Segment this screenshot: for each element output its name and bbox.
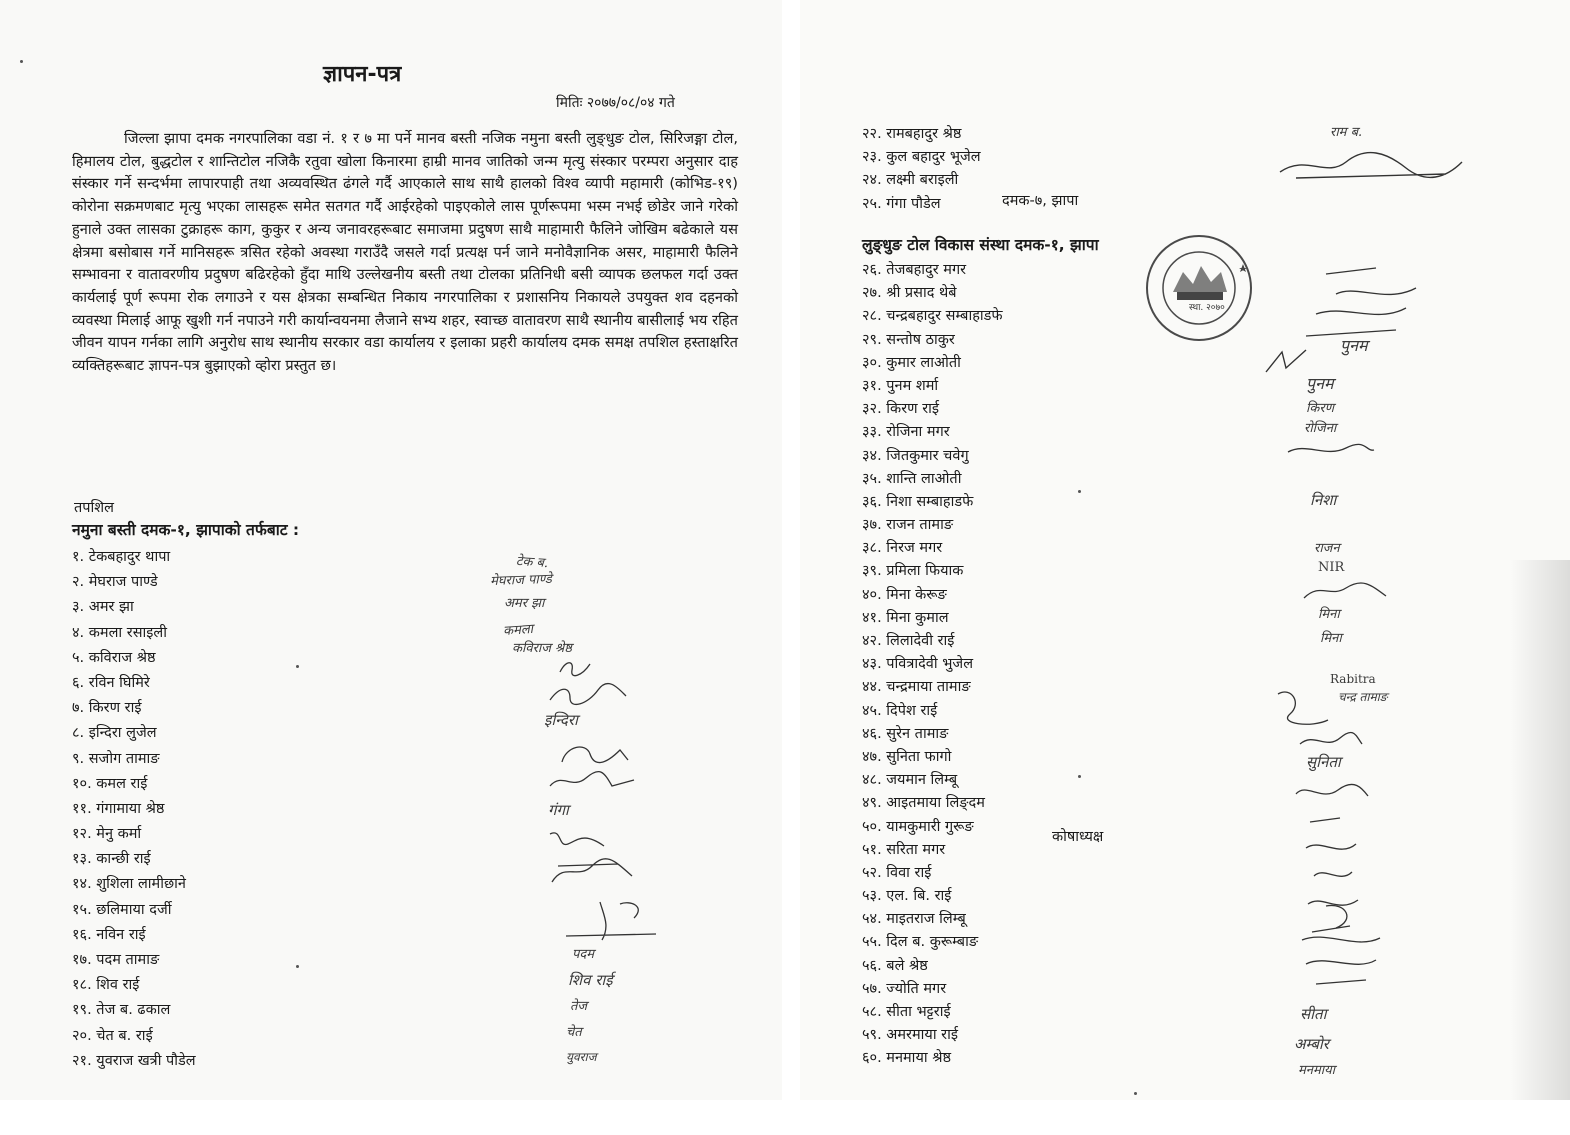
stamp-text: स्था. २०७०: [1189, 303, 1225, 313]
signature: [1272, 684, 1332, 734]
signature: पदम: [572, 947, 595, 962]
scan-speck: [296, 965, 299, 968]
signature: मनमाया: [1298, 1063, 1336, 1078]
list-item: २२. रामबहादुर श्रेष्ठ: [862, 126, 962, 142]
list-item: २. मेघराज पाण्डे: [72, 574, 158, 591]
signature: [1300, 578, 1390, 604]
signature: इन्दिरा: [544, 711, 578, 729]
list-item: ६०. मनमाया श्रेष्ठ: [862, 1050, 952, 1067]
list-item: ५४. माइतराज लिम्बू: [862, 911, 966, 928]
signature: [548, 768, 638, 796]
section-heading-lungdhung: लुङ्धुङ टोल विकास संस्था दमक-१, झापा: [862, 236, 1099, 254]
body-paragraph: जिल्ला झापा दमक नगरपालिका वडा नं. १ र ७ मा पर्ने मानव बस्ती नजिक नमुना बस्ती लुङ्धुङ टोल, सिरिजङ्गा टोल, हिमालय टोल, बुद्धटोल र शान्तिटोल नजिकै रतुवा खोला किनारमा हाम्री मानव जातिको जन्म मृत्यु संस्कार परम्परा अनुसार दाह संस्कार गर्ने सन्दर्भमा लापारपाही तथा अव्यवस्थित ढंगले गर्दै आएकाले साथ साथै हालको विश्व व्यापी महामारी (कोभिड-१९) कोरोना सक्रमणबाट मृत्यु भएका लासहरू समेत सतगत गर्दै आईरहेको पाइएकोले लास पूर्णरूपमा भस्म नभई छोडेर जाने गरेको हुनाले उक्त लासका टुक्राहरू काग, कुकुर र अन्य जनावरहरूबाट समाजमा प्रदुषण साथै माहामारी फैलिने जोखिम बढेकाले यस क्षेत्रमा बसोबास गर्ने मानिसहरू त्रसित रहेको अवस्था गराउँदै जसले गर्दा प्रत्यक्ष पर्न जाने मनोवैज्ञानिक असर, माहामारी फैलिने सम्भावना र वातावरणीय प्रदुषण बढिरहेको हुँदा माथि उल्लेखनीय बस्ती तथा टोलका प्रतिनिधी बसी व्यापक छलफल गर्दा उक्त कार्यलाई पूर्ण रूपमा रोक लगाउने र यस क्षेत्रका सम्बन्धित निकाय नगरपालिका र प्रशासनिय निकायले उपयुक्त शव दहनको व्यवस्था मिलाई आफू खुशी गर्न नपाउने गरी कार्यान्वयनमा लैजाने सभ्य शहर, स्वाच्छ वातावरण साथै स्थानीय बासीलाई भय रहित जीवन यापन गर्नका लागि अनुरोध साथ स्थानीय सरकार वडा कार्यालय र इलाका प्रहरी कार्यालय दमक समक्ष तपशिल हस्ताक्षरित व्यक्तिहरूबाट ज्ञापन-पत्र बुझाएको व्होरा प्रस्तुत छ।: [72, 130, 738, 375]
list-item: १५. छलिमाया दर्जी: [72, 901, 172, 918]
signature: किरण: [1306, 401, 1335, 416]
list-item: ४०. मिना केरूङ: [862, 586, 947, 603]
list-item: १७. पदम तामाङ: [72, 952, 160, 968]
list-item: ५३. एल. बि. राई: [862, 888, 952, 905]
signature: [1292, 778, 1372, 804]
list-item: ३६. निशा सम्बाहाडफे: [862, 493, 974, 510]
address-note: दमक-७, झापा: [1002, 193, 1079, 209]
list-item: ३०. कुमार लाओती: [862, 354, 961, 371]
list-item: ४४. चन्द्रमाया तामाङ: [862, 679, 971, 696]
list-item: ३७. राजन तामाङ: [862, 517, 954, 534]
page-gutter: [782, 0, 800, 1135]
signature: [1276, 148, 1466, 188]
signature: पुनम: [1340, 336, 1368, 355]
list-item: ५. कविराज श्रेष्ठ: [72, 649, 156, 666]
list-item: १३. कान्छी राई: [72, 851, 151, 868]
signature: [560, 740, 630, 768]
signer-list-right-top: [862, 123, 981, 216]
list-item: २९. सन्तोष ठाकुर: [862, 331, 955, 348]
list-item: ११. गंगामाया श्रेष्ठ: [72, 800, 165, 817]
document-title: ज्ञापन-पत्र: [323, 62, 402, 87]
scan-speck: [20, 60, 23, 63]
list-item: ३४. जितकुमार चवेगु: [862, 447, 969, 464]
signature: तेज: [570, 999, 588, 1014]
signature: [1296, 728, 1366, 754]
scan-speck: [1078, 775, 1081, 778]
list-item: ५९. अमरमाया राई: [862, 1027, 958, 1044]
section-heading-namuna-basti: नमुना बस्ती दमक-१, झापाको तर्फबाट :: [72, 521, 300, 539]
signature: शिव राई: [568, 971, 613, 989]
signature: [1296, 264, 1426, 344]
list-item: १८. शिव राई: [72, 977, 140, 994]
list-item: ४१. मिना कुमाल: [862, 609, 949, 626]
list-item: ३२. किरण राई: [862, 401, 940, 418]
scan-speck: [296, 665, 299, 668]
list-item: ९. सजोग तामाङ: [72, 750, 160, 767]
left-page: [0, 0, 782, 1100]
list-item: ४९. आइतमाया लिङ्दम: [862, 795, 985, 812]
list-item: २७. श्री प्रसाद थेबे: [862, 285, 957, 302]
signature: राजन: [1314, 541, 1340, 556]
signature: रोजिना: [1304, 421, 1337, 436]
signature: [1296, 900, 1386, 990]
list-item: ७. किरण राई: [72, 700, 142, 717]
signature: [548, 826, 608, 852]
signature: [1262, 346, 1312, 376]
signature: पुनम: [1306, 374, 1334, 393]
scan-speck: [1078, 490, 1081, 493]
list-item: ४७. सुनिता फागो: [862, 748, 952, 765]
signature: मिना: [1318, 607, 1340, 622]
list-item: ८. इन्दिरा लुजेल: [72, 725, 157, 742]
list-item: १०. कमल राई: [72, 775, 148, 792]
list-item: ४२. लिलादेवी राई: [862, 633, 955, 649]
list-item: ५२. विवा राई: [862, 864, 932, 881]
scan-speck: [1134, 1092, 1137, 1095]
list-item: २५. गंगा पौडेल: [862, 195, 941, 212]
list-item: ३३. रोजिना मगर: [862, 424, 950, 441]
list-item: ४६. सुरेन तामाङ: [862, 725, 949, 742]
list-item: १४. शुशिला लामीछाने: [72, 876, 186, 893]
signer-list-left: [72, 545, 196, 1074]
signature: [548, 852, 638, 892]
signature: मिना: [1320, 631, 1342, 646]
signature: सीता: [1300, 1005, 1327, 1023]
signature: [548, 682, 628, 708]
list-item: ३. अमर झा: [72, 599, 134, 616]
list-item: २८. चन्द्रबहादुर सम्बाहाडफे: [862, 308, 1003, 325]
signature: निशा: [1310, 491, 1337, 509]
signature: Rabitra: [1330, 672, 1376, 686]
list-item: २४. लक्ष्मी बराइली: [862, 172, 959, 189]
organization-stamp: [1143, 232, 1255, 344]
list-item: ३१. पुनम शर्मा: [862, 377, 939, 394]
list-item: ५५. दिल ब. कुरूम्बाङ: [862, 934, 979, 951]
signature: [556, 658, 596, 678]
list-item: २०. चेत ब. राई: [72, 1027, 153, 1044]
role-note-treasurer: कोषाध्यक्ष: [1052, 829, 1104, 845]
list-item: २१. युवराज खत्री पौडेल: [72, 1052, 196, 1069]
signature: युवराज: [566, 1050, 597, 1064]
signature: अम्बोर: [1294, 1035, 1329, 1053]
document-date: मितिः २०७७/०८/०४ गते: [556, 95, 675, 111]
signature: NIR: [1318, 560, 1345, 575]
list-item: १२. मेनु कर्मा: [72, 826, 142, 843]
list-item: ५८. सीता भट्टराई: [862, 1004, 951, 1020]
signature: कविराज श्रेष्ठ: [512, 641, 572, 656]
list-item: ४३. पवित्रादेवी भुजेल: [862, 656, 974, 673]
list-item: ३९. प्रमिला फियाक: [862, 563, 964, 580]
list-item: ५१. सरिता मगर: [862, 841, 946, 858]
signature: कमला: [502, 621, 534, 640]
list-item: ३५. शान्ति लाओती: [862, 470, 962, 487]
list-item: ५०. यामकुमारी गुरूङ: [862, 818, 974, 835]
list-item: ५७. ज्योति मगर: [862, 980, 947, 997]
list-item: ४८. जयमान लिम्बू: [862, 772, 958, 789]
tapasil-label: तपशिल: [74, 500, 114, 516]
signature: राम ब.: [1330, 125, 1363, 140]
list-item: १. टेकबहादुर थापा: [72, 549, 171, 565]
signature: टेक ब.: [515, 553, 549, 572]
list-item: ४५. दिपेश राई: [862, 702, 938, 719]
list-item: १६. नविन राई: [72, 926, 146, 943]
signature: चेत: [566, 1025, 582, 1040]
signer-list-right: [862, 259, 1003, 1071]
signature: चन्द्र तामाङ: [1338, 690, 1388, 704]
signature: गंगा: [548, 801, 569, 819]
list-item: १९. तेज ब. ढकाल: [72, 1002, 171, 1019]
list-item: २३. कुल बहादुर भूजेल: [862, 149, 981, 166]
signature: सुनिता: [1306, 753, 1341, 771]
signature: [560, 896, 660, 946]
signature: [1286, 440, 1376, 460]
list-item: ३८. निरज मगर: [862, 540, 943, 557]
signature: अमर झा: [504, 596, 545, 611]
signature: मेघराज पाण्डे: [489, 571, 553, 590]
list-item: २६. तेजबहादुर मगर: [862, 262, 967, 278]
list-item: ४. कमला रसाइली: [72, 624, 167, 641]
list-item: ६. रविन घिमिरे: [72, 674, 150, 691]
scan-shadow: [1510, 560, 1570, 1100]
list-item: ५६. बले श्रेष्ठ: [862, 957, 928, 974]
